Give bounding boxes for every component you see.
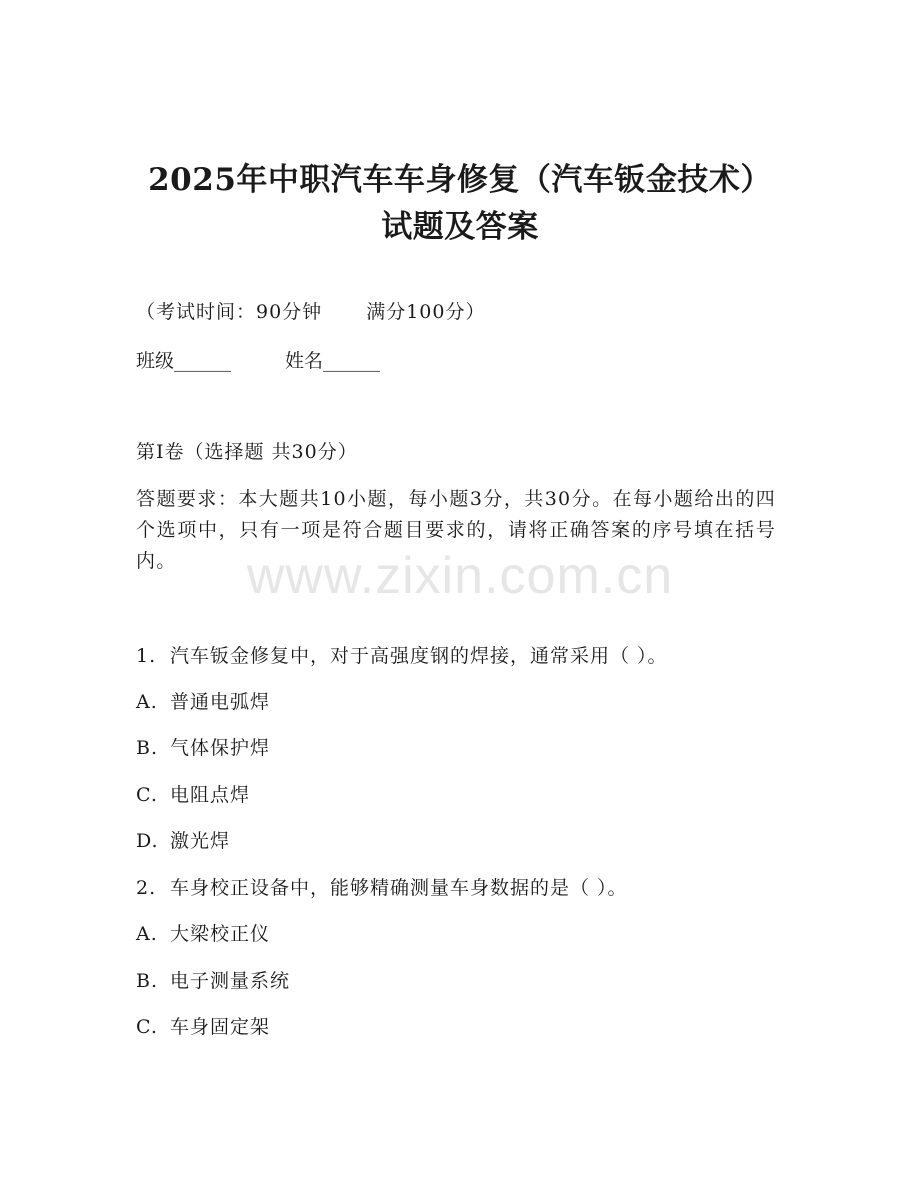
question-1 (136, 642, 668, 670)
class-field: 班级______ (136, 350, 232, 372)
document-title-line2: 试题及答案 (381, 209, 539, 245)
student-info (136, 347, 380, 375)
section-title: 第I卷（选择题 共30分） (136, 441, 358, 463)
question-2-option-c (136, 1013, 270, 1041)
exam-info (136, 298, 485, 326)
option-letter: A. (136, 923, 158, 945)
option-text: 电子测量系统 (170, 970, 291, 992)
question-2-option-b (136, 967, 290, 995)
question-2 (136, 874, 628, 902)
exam-time: （考试时间：90分钟 (136, 301, 323, 323)
question-1-option-d (136, 827, 230, 855)
document-title-line1: 2025年中职汽车车身修复（汽车钣金技术） (148, 162, 772, 198)
option-letter: B. (136, 970, 159, 992)
question-text: 汽车钣金修复中，对于高强度钢的焊接，通常采用（ ）。 (170, 645, 668, 667)
option-text: 气体保护焊 (170, 737, 271, 759)
option-letter: D. (136, 830, 159, 852)
question-1-option-a (136, 688, 270, 716)
option-letter: A. (136, 691, 158, 713)
option-text: 车身固定架 (170, 1016, 271, 1038)
instructions-paragraph: 答题要求：本大题共10小题，每小题3分，共30分。在每小题给出的四个选项中，只有一项是符合题目要求的，请将正确答案的序号填在括号内。 (136, 488, 776, 572)
option-letter: C. (136, 784, 158, 806)
question-1-option-b (136, 734, 270, 762)
option-text: 普通电弧焊 (170, 691, 271, 713)
option-letter: B. (136, 737, 159, 759)
exam-full-score: 满分100分） (366, 301, 486, 323)
option-letter: C. (136, 1016, 158, 1038)
question-number: 2. (136, 877, 157, 899)
watermark-text: www.zixin.com.cn (246, 547, 674, 605)
question-2-option-a (136, 920, 270, 948)
question-text: 车身校正设备中，能够精确测量车身数据的是（ ）。 (170, 877, 628, 899)
option-text: 电阻点焊 (170, 784, 251, 806)
question-number: 1. (136, 645, 157, 667)
question-1-option-c (136, 781, 250, 809)
option-text: 大梁校正仪 (170, 923, 271, 945)
name-field: 姓名______ (285, 350, 381, 372)
option-text: 激光焊 (170, 830, 231, 852)
